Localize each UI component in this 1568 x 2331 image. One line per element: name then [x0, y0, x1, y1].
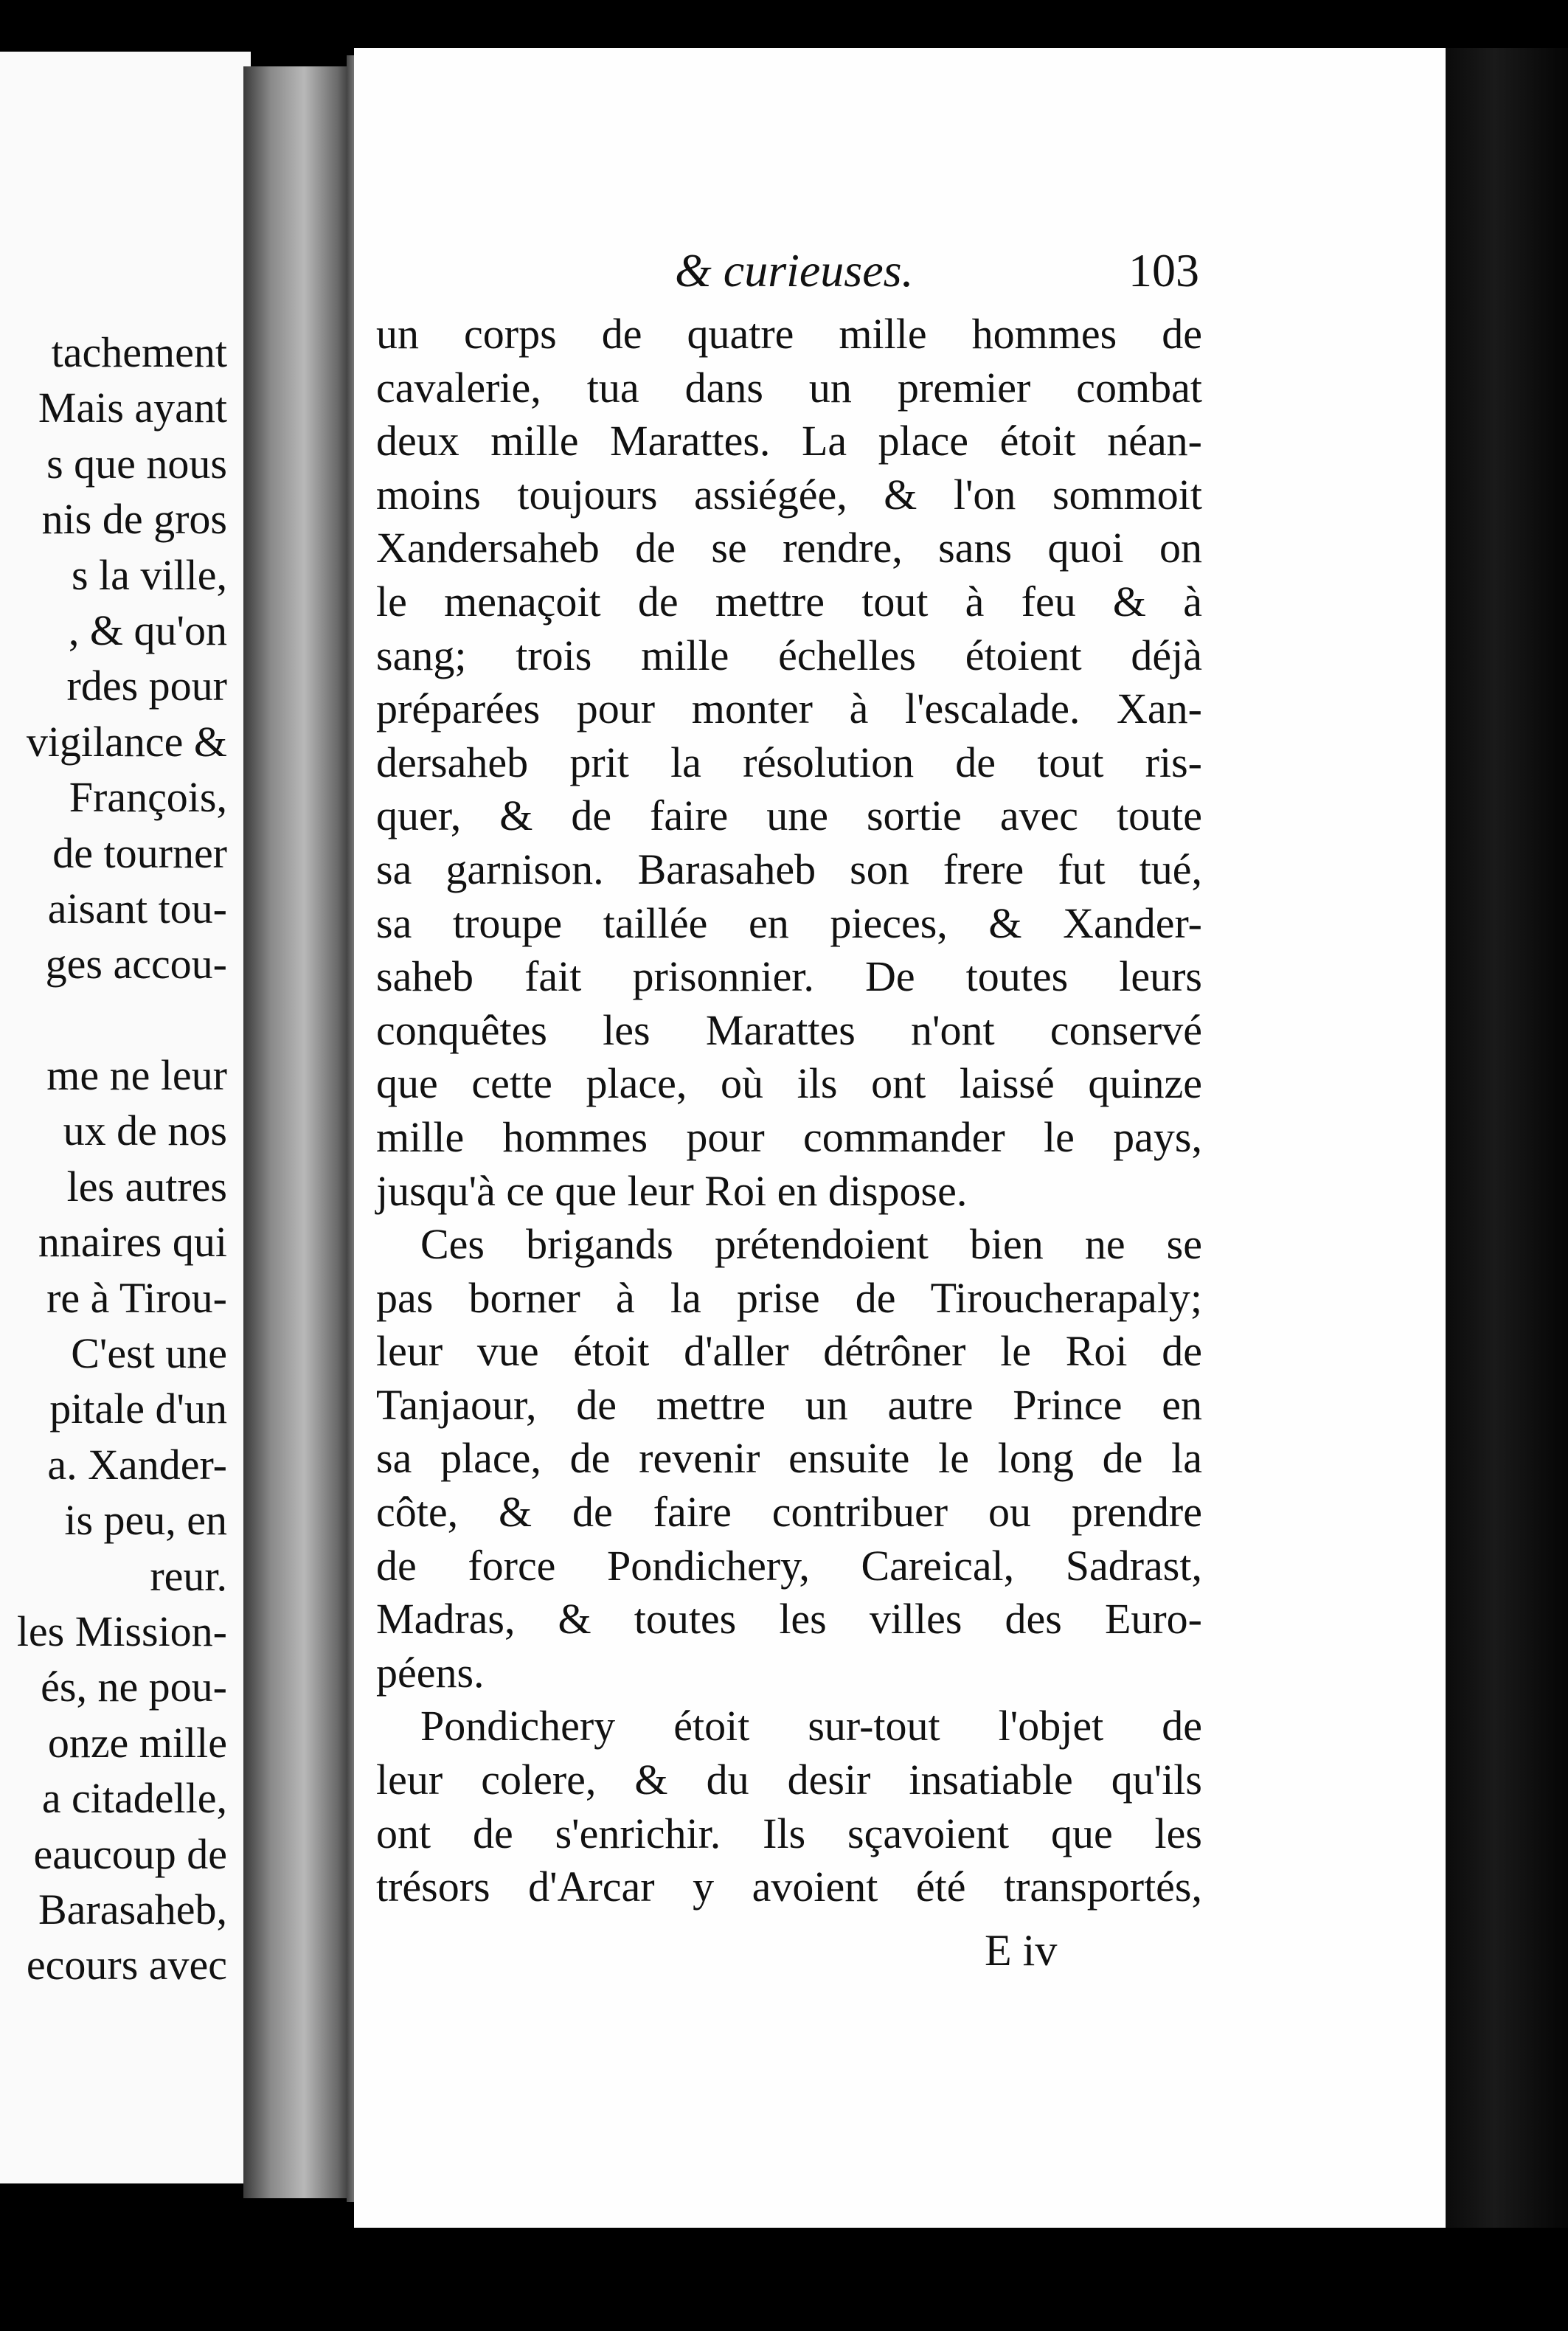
body-line: trésors d'Arcar y avoient été transportés,	[376, 1863, 1202, 1911]
left-page-line: les Mission-	[16, 1607, 227, 1655]
body-line: jusqu'à ce que leur Roi en dispose.	[376, 1166, 968, 1215]
body-line: Ces brigands prétendoient bien ne se	[420, 1220, 1202, 1269]
signature-mark: E iv	[985, 1926, 1058, 1975]
left-page-line: s que nous	[46, 439, 227, 488]
body-line: pas borner à la prise de Tiroucherapaly;	[376, 1273, 1202, 1322]
scan-bottom-border	[0, 2228, 1568, 2331]
body-line: le menaçoit de mettre tout à feu & à	[376, 577, 1202, 626]
book-right-edge	[1446, 48, 1568, 2261]
body-line: deux mille Marattes. La place étoit néan-	[376, 417, 1202, 465]
left-page-line: ecours avec	[26, 1941, 227, 1989]
left-page-line: François,	[69, 773, 227, 822]
left-page-line: is peu, en	[64, 1496, 227, 1545]
body-line: mille hommes pour commander le pays,	[376, 1112, 1202, 1161]
left-page-line: de tourner	[52, 828, 227, 877]
left-page-line: a citadelle,	[41, 1774, 227, 1823]
body-line: sang; trois mille échelles étoient déjà	[376, 631, 1202, 679]
body-line: Madras, & toutes les villes des Euro-	[376, 1595, 1202, 1644]
left-page-line: és, ne pou-	[41, 1663, 227, 1711]
running-head: & curieuses.	[675, 244, 914, 297]
left-page-line: onze mille	[47, 1718, 227, 1767]
body-line: sa garnison. Barasaheb son frere fut tué,	[376, 845, 1202, 893]
body-line: conquêtes les Marattes n'ont conservé	[376, 1005, 1202, 1054]
left-page-text	[17, 325, 227, 1993]
body-line: leur vue étoit d'aller détrôner le Roi de	[376, 1327, 1202, 1376]
body-line: ont de s'enrichir. Ils sçavoient que les	[376, 1809, 1202, 1857]
body-line: cavalerie, tua dans un premier combat	[376, 363, 1202, 412]
body-line: préparées pour monter à l'escalade. Xan-	[376, 685, 1202, 733]
left-page-line: re à Tirou-	[46, 1273, 227, 1322]
left-page-line: C'est une	[71, 1329, 227, 1378]
left-page-line: rdes pour	[66, 662, 227, 710]
body-line: saheb fait prisonnier. De toutes leurs	[376, 952, 1202, 1001]
right-page	[354, 48, 1446, 2231]
left-page-line	[17, 992, 227, 1047]
body-line: moins toujours assiégée, & l'on sommoit	[376, 470, 1202, 519]
body-line: péens.	[376, 1648, 485, 1697]
left-page-line: me ne leur	[46, 1051, 227, 1100]
left-page-line: vigilance &	[26, 717, 227, 766]
page-number: 103	[1128, 244, 1199, 297]
left-page-line: aisant tou-	[47, 884, 227, 932]
left-page-line: ges accou-	[45, 940, 227, 988]
left-page-line: s la ville,	[71, 550, 227, 599]
body-line: quer, & de faire une sortie avec toute	[376, 792, 1202, 840]
left-page-line: Mais ayant	[38, 384, 227, 432]
left-page-line: ux de nos	[63, 1106, 227, 1155]
left-page-line: , & qu'on	[68, 606, 227, 654]
left-page-line: nnaires qui	[38, 1218, 227, 1267]
body-line: sa place, de revenir ensuite le long de la	[376, 1434, 1202, 1483]
left-page-line: a. Xander-	[47, 1440, 227, 1489]
body-line: leur colere, & du desir insatiable qu'ils	[376, 1756, 1202, 1804]
left-page	[0, 52, 251, 2183]
body-line: dersaheb prit la résolution de tout ris-	[376, 738, 1202, 786]
left-page-line: les autres	[66, 1162, 227, 1210]
left-page-line: nis de gros	[41, 495, 227, 544]
body-line: Pondichery étoit sur-tout l'objet de	[420, 1702, 1202, 1750]
body-line: sa troupe taillée en pieces, & Xander-	[376, 898, 1202, 947]
left-page-line: eaucoup de	[33, 1829, 227, 1878]
book-gutter	[243, 66, 354, 2198]
left-page-line: pitale d'un	[49, 1385, 227, 1433]
body-line: que cette place, où ils ont laissé quinze	[376, 1059, 1202, 1108]
left-page-line: Barasaheb,	[38, 1885, 227, 1933]
left-page-line: reur.	[150, 1551, 227, 1600]
body-line: Xandersaheb de se rendre, sans quoi on	[376, 524, 1202, 572]
left-page-line: tachement	[51, 328, 227, 376]
body-line: côte, & de faire contribuer ou prendre	[376, 1488, 1202, 1537]
body-line: un corps de quatre mille hommes de	[376, 310, 1202, 358]
body-line: Tanjaour, de mettre un autre Prince en	[376, 1380, 1202, 1429]
body-line: de force Pondichery, Careical, Sadrast,	[376, 1541, 1202, 1590]
page-header	[354, 243, 1202, 302]
body-text	[376, 308, 1202, 1914]
